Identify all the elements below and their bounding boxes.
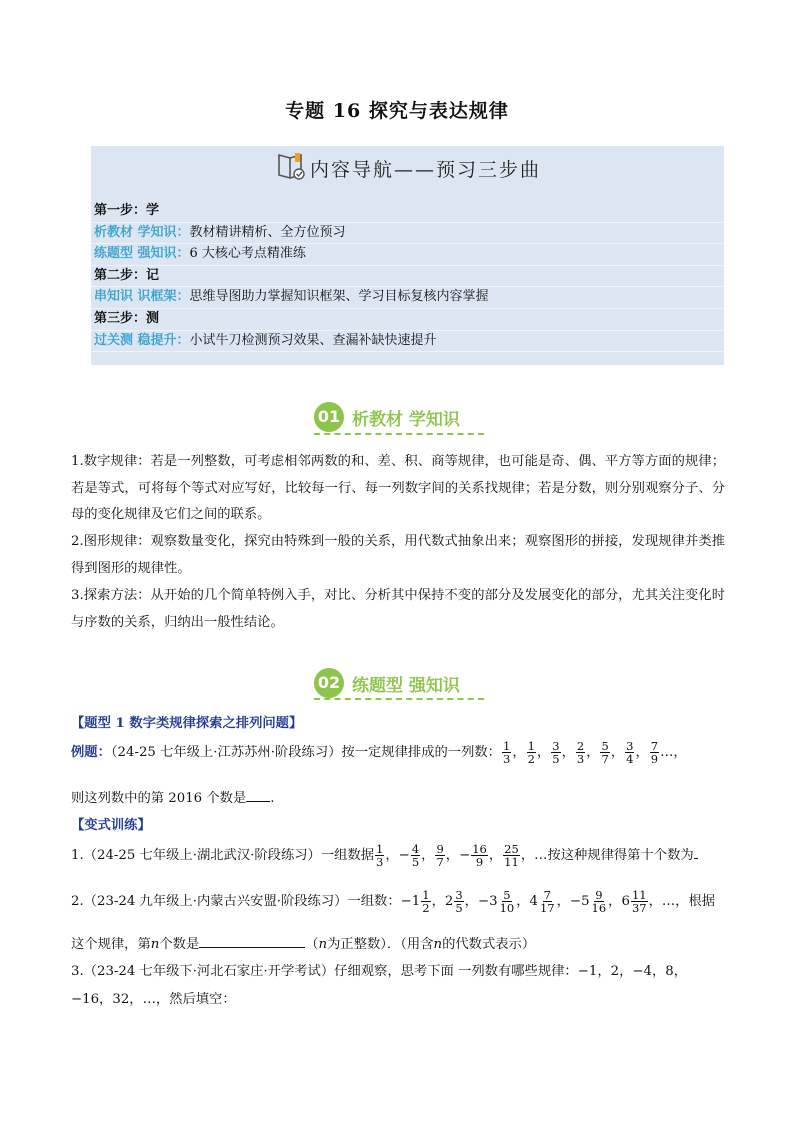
example-question: 例题：（24-25 七年级上·江苏苏州·阶段练习）按一定规律排成的一列数： $\frac{1}{3}$ ， $\frac{1}{2}$ ， $\frac{3}{5}$ ， $\frac{2}{3}$ ， $\frac{5}{7}$ ， $\frac{3}{4}$ ， $\frac{7}{9}$ …，: [71, 739, 687, 766]
variant-training-label: 【变式训练】: [71, 818, 151, 833]
fraction: $\frac{16}{9}$: [472, 842, 487, 869]
knowledge-point-3: 3.探索方法：从开始的几个简单特例入手，对比、分析其中保持不变的部分及发展变化的部分，尤其关注变化时与序数的关系，归纳出一般性结论。: [71, 588, 725, 630]
fraction: $\frac{3}{5}$: [455, 888, 463, 915]
answer-blank: [246, 801, 270, 802]
section-title: 析教材 学知识: [352, 409, 460, 430]
fraction: $\frac{9}{7}$: [436, 842, 444, 869]
answer-blank: [199, 947, 305, 948]
fraction: $\frac{11}{37}$: [631, 888, 647, 915]
nav-row-step2: 第二步：记: [91, 266, 724, 288]
fraction: $\frac{1}{2}$: [422, 888, 430, 915]
fraction: $\frac{7}{17}$: [539, 888, 555, 915]
question-type-title: 【题型 1 数字类规律探索之排列问题】: [71, 716, 303, 731]
nav-row-step3: 第三步：测: [91, 309, 724, 331]
nav-title: 内容导航——预习三步曲: [310, 158, 542, 181]
fraction: $\frac{4}{5}$: [411, 842, 420, 869]
section-header-01: [314, 402, 460, 432]
fraction: $\frac{2}{3}$: [576, 739, 585, 766]
fraction: $\frac{3}{5}$: [552, 739, 560, 766]
content-navigation-box: [91, 146, 724, 365]
fraction: $\frac{5}{7}$: [601, 739, 609, 766]
fraction: $\frac{7}{9}$: [650, 739, 659, 766]
section-title: 练题型 强知识: [352, 675, 460, 696]
section-number-badge: 02: [314, 668, 344, 698]
fraction: $\frac{1}{3}$: [502, 739, 511, 766]
section-header-02: [314, 668, 460, 698]
q1-fraction-list: $\frac{1}{3}$ ，− $\frac{4}{5}$ ， $\frac{9}{7}$ ，− $\frac{16}{9}$ ， $\frac{25}{11}$: [376, 842, 519, 869]
variant-question-2: 2.（23-24 九年级上·内蒙古兴安盟·阶段练习）一组数：−1 $\frac{1}{2}$ ，2 $\frac{3}{5}$ ，−3 $\frac{5}{10}$ ，4 $\frac{7}{17}$ ，−5 $\frac{9}{16}$ ，6 $\frac{11}{37}$ ，…，根据: [71, 888, 716, 915]
nav-list: [91, 201, 724, 352]
section-divider: [314, 433, 484, 435]
nav-header: [91, 146, 724, 188]
fraction: $\frac{3}{4}$: [626, 739, 634, 766]
fraction: $\frac{5}{10}$: [499, 888, 515, 915]
nav-row-test: 过关测 稳提升：小试牛刀检测预习效果、查漏补缺快速提升: [91, 331, 724, 353]
section-number-badge: 01: [314, 402, 344, 432]
book-icon: [276, 150, 306, 186]
variant-question-1: 1.（24-25 七年级上·湖北武汉·阶段练习）一组数据 $\frac{1}{3}$ ，− $\frac{4}{5}$ ， $\frac{9}{7}$ ，− $\frac{16}{9}$ ， $\frac{25}{11}$ ，…按这种规律得第十个数为: [71, 843, 698, 868]
nav-row-textbook: 析教材 学知识：教材精讲精析、全方位预习: [91, 223, 724, 245]
variant-question-3: 3.（23-24 七年级下·河北石家庄·开学考试）仔细观察，思考下面 一列数有哪些规律：−1，2，−4，8，: [71, 964, 688, 979]
example-question-line2: 则这列数中的第 2016 个数是 .: [71, 791, 275, 806]
knowledge-point-2: 2.图形规律：观察数量变化，探究由特殊到一般的关系，用代数式抽象出来；观察图形的拼接，发现规律并类推得到图形的规律性。: [71, 534, 725, 576]
page-title: 专题 16 探究与表达规律: [285, 100, 509, 122]
fraction: $\frac{9}{16}$: [591, 888, 607, 915]
fraction: $\frac{1}{3}$: [376, 842, 384, 869]
q2-mixed-number-list: −1 $\frac{1}{2}$ ，2 $\frac{3}{5}$ ，−3 $\frac{5}{10}$ ，4 $\frac{7}{17}$ ，−5 $\frac{9}{16}$ ，6 $\frac{11}{37}$: [400, 888, 647, 915]
section-divider: [314, 698, 484, 700]
variant-question-3-line2: −16，32，…，然后填空：: [71, 992, 236, 1007]
answer-blank: [694, 858, 698, 859]
variant-question-2-line2: 这个规律，第n个数是 （n为正整数）．（用含n的代数式表示）: [71, 937, 536, 952]
example-fraction-list: $\frac{1}{3}$ ， $\frac{1}{2}$ ， $\frac{3}{5}$ ， $\frac{2}{3}$ ， $\frac{5}{7}$ ， $\frac{3}{4}$ ， $\frac{7}{9}$: [502, 739, 659, 766]
nav-row-practice: 练题型 强知识：6 大核心考点精准练: [91, 244, 724, 266]
fraction: $\frac{25}{11}$: [504, 842, 519, 869]
nav-row-step1: 第一步：学: [91, 201, 724, 223]
fraction: $\frac{1}{2}$: [527, 739, 535, 766]
knowledge-point-1: 1.数字规律：若是一列整数，可考虑相邻两数的和、差、积、商等规律，也可能是奇、偶、平方等方面的规律；若是等式，可将每个等式对应写好，比较每一行、每一列数字间的关系找规律；若是分数，则分别观察分子、分母的变化规律及它们之间的联系。: [71, 454, 725, 522]
nav-row-framework: 串知识 识框架：思维导图助力掌握知识框架、学习目标复核内容掌握: [91, 287, 724, 309]
